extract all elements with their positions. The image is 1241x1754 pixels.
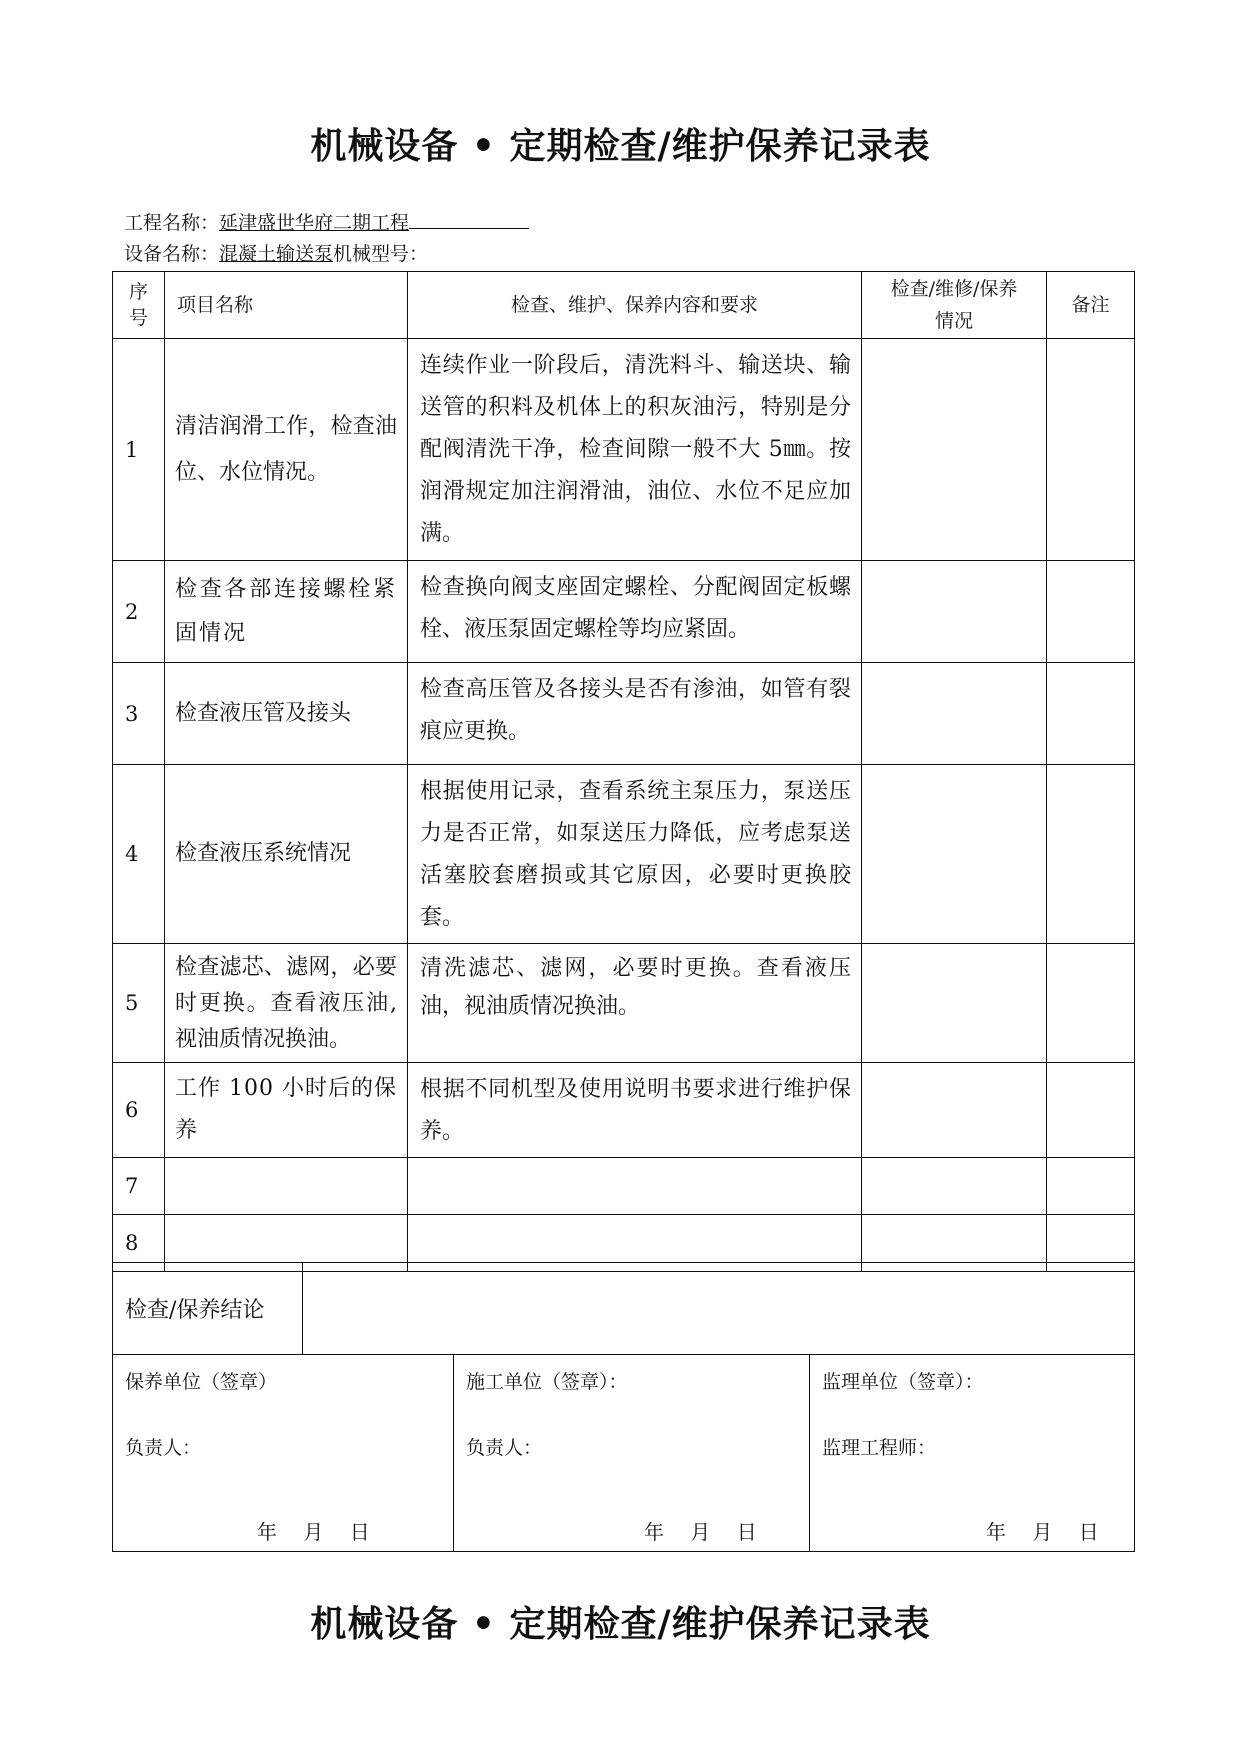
header-seq-line2: 号 <box>128 307 148 329</box>
maintenance-unit-sign-cell[interactable] <box>113 1355 454 1552</box>
header-status-line1: 检查/维修/保养 <box>890 278 1018 300</box>
row-remark-cell[interactable] <box>1047 1063 1135 1158</box>
table-header-row <box>113 272 1135 339</box>
header-seq-line1: 序 <box>128 281 148 303</box>
row-status-cell[interactable] <box>862 765 1047 944</box>
row-number: 2 <box>113 561 165 663</box>
construction-person-label: 负责人： <box>466 1437 543 1459</box>
row-content: 清洗滤芯、滤网，必要时更换。查看液压油，视油质情况换油。 <box>408 944 862 1063</box>
row-content: 检查换向阀支座固定螺栓、分配阀固定板螺栓、液压泵固定螺栓等均应紧固。 <box>408 561 862 663</box>
row-status-cell[interactable] <box>862 1063 1047 1158</box>
inspection-table <box>112 271 1135 1272</box>
row-status-cell[interactable] <box>862 663 1047 765</box>
table-row <box>113 1063 1135 1158</box>
row-item: 检查液压系统情况 <box>165 765 408 944</box>
conclusion-label: 检查/保养结论 <box>113 1263 303 1355</box>
construction-date: 年 月 日 <box>644 1520 757 1544</box>
table-row <box>113 561 1135 663</box>
supervision-engineer-label: 监理工程师： <box>822 1437 937 1459</box>
conclusion-row <box>113 1263 1135 1355</box>
equipment-name-line <box>124 242 428 266</box>
row-item: 检查滤芯、滤网，必要时更换。查看液压油,视油质情况换油。 <box>165 944 408 1063</box>
row-remark-cell[interactable] <box>1047 1158 1135 1215</box>
row-status-cell[interactable] <box>862 944 1047 1063</box>
header-seq <box>113 272 165 339</box>
header-content: 检查、维护、保养内容和要求 <box>408 272 862 339</box>
project-name-line <box>124 210 529 235</box>
form-title-repeat: 机械设备 • 定期检查/维护保养记录表 <box>310 1603 931 1645</box>
row-item: 清洁润滑工作，检查油位、水位情况。 <box>165 339 408 561</box>
row-remark-cell[interactable] <box>1047 944 1135 1063</box>
row-content[interactable] <box>408 1158 862 1215</box>
table-row <box>113 765 1135 944</box>
conclusion-field[interactable] <box>303 1263 1135 1355</box>
construction-unit-sign-cell[interactable] <box>454 1355 810 1552</box>
row-status-cell[interactable] <box>862 339 1047 561</box>
row-number: 6 <box>113 1063 165 1158</box>
row-number: 4 <box>113 765 165 944</box>
supervision-date: 年 月 日 <box>986 1520 1099 1544</box>
header-remark: 备注 <box>1047 272 1135 339</box>
header-status-line2: 情况 <box>934 310 973 332</box>
table-row <box>113 663 1135 765</box>
row-item: 检查液压管及接头 <box>165 663 408 765</box>
table-row <box>113 339 1135 561</box>
row-remark-cell[interactable] <box>1047 765 1135 944</box>
form-title: 机械设备 • 定期检查/维护保养记录表 <box>310 125 931 167</box>
construction-unit-label: 施工单位（签章）： <box>466 1371 628 1393</box>
row-item: 检查各部连接螺栓紧固情况 <box>165 561 408 663</box>
row-remark-cell[interactable] <box>1047 663 1135 765</box>
row-content: 根据使用记录，查看系统主泵压力，泵送压力是否正常，如泵送压力降低，应考虑泵送活塞胶套磨损或其它原因，必要时更换胶套。 <box>408 765 862 944</box>
equipment-model-label: 机械型号： <box>333 243 429 265</box>
row-item[interactable] <box>165 1158 408 1215</box>
maintenance-unit-label: 保养单位（签章） <box>125 1371 278 1393</box>
row-number: 3 <box>113 663 165 765</box>
conclusion-signature-table <box>112 1262 1135 1552</box>
row-item: 工作 100 小时后的保养 <box>165 1063 408 1158</box>
row-content: 连续作业一阶段后，清洗料斗、输送块、输送管的积料及机体上的积灰油污，特别是分配阀清洗干净，检查间隙一般不大 5㎜。按润滑规定加注润滑油，油位、水位不足应加满。 <box>408 339 862 561</box>
supervision-unit-label: 监理单位（签章）： <box>822 1371 984 1393</box>
equipment-name-label: 设备名称： <box>124 243 220 265</box>
row-number: 5 <box>113 944 165 1063</box>
row-number: 7 <box>113 1158 165 1215</box>
supervision-unit-sign-cell[interactable] <box>810 1355 1135 1552</box>
equipment-name-value: 混凝土输送泵 <box>219 243 334 265</box>
header-item: 项目名称 <box>165 272 408 339</box>
table-row <box>113 944 1135 1063</box>
project-name-value: 延津盛世华府二期工程 <box>219 212 410 234</box>
row-remark-cell[interactable] <box>1047 339 1135 561</box>
project-name-label: 工程名称： <box>124 212 220 234</box>
maintenance-date: 年 月 日 <box>257 1520 370 1544</box>
table-row <box>113 1158 1135 1215</box>
row-number: 8 <box>113 1215 165 1272</box>
row-status-cell[interactable] <box>862 561 1047 663</box>
maintenance-person-label: 负责人： <box>125 1437 202 1459</box>
signature-row <box>113 1355 1135 1552</box>
row-number: 1 <box>113 339 165 561</box>
project-name-underline <box>409 210 529 229</box>
row-content: 根据不同机型及使用说明书要求进行维护保养。 <box>408 1063 862 1158</box>
header-status <box>862 272 1047 339</box>
row-remark-cell[interactable] <box>1047 561 1135 663</box>
row-status-cell[interactable] <box>862 1158 1047 1215</box>
row-content: 检查高压管及各接头是否有渗油，如管有裂痕应更换。 <box>408 663 862 765</box>
